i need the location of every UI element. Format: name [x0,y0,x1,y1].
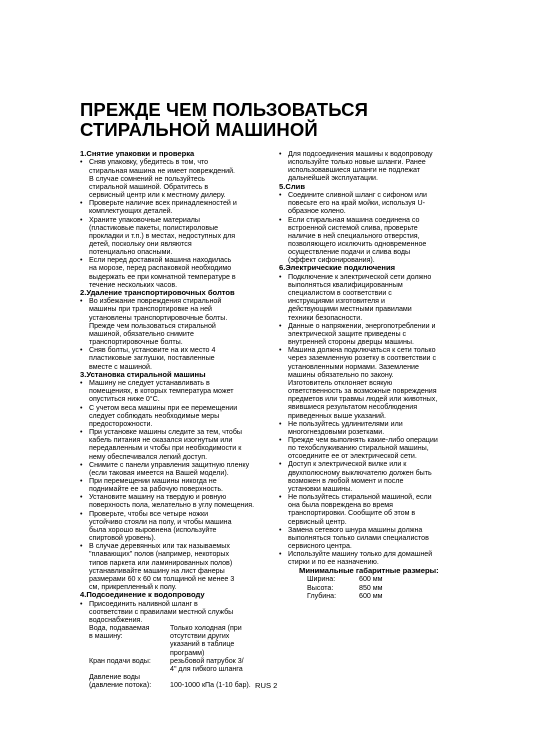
bullet-item-line: Прежде чем пользоваться стиральной [89,321,216,330]
spec-label-line: Вода, подаваемая [89,624,150,633]
bullet-item [80,477,270,493]
bullet-item-line: образное колено. [288,207,346,216]
bullet-icon: • [80,215,83,224]
bullet-item-line: "плавающих" полов (например, некоторых [89,550,229,559]
section-heading-text: Установка стиральной машины [86,369,206,379]
bullet-item-line: специалистом в соответствии с [288,289,392,298]
bullet-icon: • [80,158,83,167]
bullet-item-line: сервисный центр или к местному дилеру. [89,191,226,200]
bullet-item-line: стирки и по ее назначению. [288,558,379,567]
bullet-item-line: на морозе, перед распаковкой необходимо [89,264,232,273]
dimension-row [279,575,463,583]
bullet-item-line: Изготовитель отклоняет всякую [288,378,393,387]
bullet-item-line: кабель питания не оказался изогнутым или [89,436,233,445]
spec-value-line: указаний в таблице [170,640,235,649]
bullet-item [80,510,270,543]
section-heading-text: Электрические подключения [285,263,396,273]
left-column [80,150,270,689]
spec-label-line: в машину: [89,632,123,641]
spec-value-line: 100-1000 кПа (1-10 бар). [170,681,251,690]
right-column [279,150,463,600]
bullet-item-line: пластиковые заглушки, поставленные [89,354,215,363]
bullet-item-line: (эффект сифонирования). [288,256,375,265]
bullet-item-line: Используйте машину только для домашней [288,550,433,559]
bullet-item-line: вместе с машиной. [89,362,152,371]
bullet-item-line: транспортировки. Сообщите об этом в [288,509,416,518]
section-heading-text: Снятие упаковки и проверка [86,149,195,158]
bullet-item [80,461,270,477]
bullet-item-line: повесьте его на край мойки, используя U- [288,199,425,208]
bullet-item-line: Снимите с панели управления защитную пленку [89,460,250,469]
bullet-item-line: следует соблюдать необходимые меры [89,411,220,420]
section-number: 3. [80,369,87,379]
bullet-item-line: отсоедините ее от электрической сети. [288,452,417,461]
bullet-item-line: выполняться квалифицированным [288,281,403,289]
bullet-item-line: выдержать ее при комнатной температуре в [89,272,236,281]
bullet-item [279,322,463,346]
bullet-item-line: передавленным и чтобы при необходимости к [89,444,242,453]
bullet-item-line: опуститься ниже 0°С. [89,395,160,404]
bullet-item-line: установки машины. [288,484,353,493]
dimension-label: Высота: [307,583,334,592]
bullet-icon: • [279,525,282,534]
bullet-icon: • [279,493,282,502]
spec-value-line: отсутствии других [170,632,230,641]
bullet-item-line: см, прикрепленный к полу. [89,583,177,592]
section-heading [80,150,270,158]
bullet-item-line: сервисный центр. [288,517,347,526]
bullet-item-line: Для подсоединения машины к водопроводу [288,150,433,158]
bullet-icon: • [80,542,83,551]
bullet-item-line: предосторожности. [89,419,153,428]
bullet-item-line: течение нескольких часов. [89,280,178,289]
bullet-item [80,404,270,428]
bullet-item [279,493,463,526]
spec-label [89,657,170,673]
bullet-item-line: возможен в любой момент и после [288,476,404,485]
bullet-item-line: инструкциями изготовителя и [288,297,385,306]
bullet-item-line: установленными нормами. Заземление [288,362,419,371]
bullet-item [279,420,463,436]
bullet-icon: • [80,428,83,437]
bullet-item-line: размерами 60 x 60 см толщиной не менее 3 [89,574,235,583]
bullet-item [80,428,270,461]
bullet-item-line: Сняв болты, установите на их место 4 [89,346,216,355]
bullet-item-line: Машина должна подключаться к сети только [288,346,436,355]
bullet-item [80,542,270,591]
bullet-item-line: Замена сетевого шнура машины должна [288,525,423,534]
bullet-item-line: Во избежание повреждения стиральной [89,297,222,306]
spec-value-line [170,673,270,681]
section-heading-text: Подсоединение к водопроводу [86,590,205,600]
bullet-icon: • [80,599,83,608]
bullet-item [279,526,463,550]
bullet-icon: • [279,346,282,355]
bullet-item-line: осуществление подачи и слива воды [288,248,411,257]
bullet-item-line: Проверьте наличие всех принадлежностей и [89,199,237,208]
bullet-item [279,346,463,419]
bullet-item-line: многогнездовыми розетками. [288,427,385,436]
bullet-item-line: выполняться только силами специалистов [288,533,429,542]
bullet-item-line: При перемещении машины никогда не [89,477,217,485]
bullet-item [279,436,463,460]
bullet-item-line: Не пользуйтесь удлинителями или [288,419,403,428]
bullet-item-line: поверхность пола, желательно в углу помещения. [89,501,255,510]
bullet-item [279,191,463,215]
bullet-icon: • [279,272,282,281]
bullet-item [80,297,270,346]
bullet-item-line: предметов или травмы людей или животных, [288,395,438,404]
section-heading [80,289,270,297]
section-number: 5. [279,181,286,191]
spec-value-line: Только холодная (при [170,624,242,633]
bullet-item-line: (пластиковые пакеты, полистироловые [89,223,219,232]
bullet-item-line: Прежде чем выполнять какие-либо операции [288,435,438,444]
bullet-item-line: Данные о напряжении, энергопотреблении и [288,321,436,330]
bullet-item [279,273,463,322]
bullet-item-line: стиральной машиной. Обратитесь в [89,182,209,191]
spec-label-line: (давление потока): [89,681,152,690]
dimension-label: Ширина: [307,575,336,584]
bullet-item-line: С учетом веса машины при ее перемещении [89,403,238,412]
spec-value-line: 4" для гибкого шланга [170,664,243,673]
bullet-item-line: была хорошо выровнена (используйте [89,525,217,534]
bullet-item [80,199,270,215]
bullet-item-line: Храните упаковочные материалы [89,215,201,224]
section-heading [80,371,270,379]
bullet-item-line: помещениях, в которых температура может [89,387,234,396]
bullet-item [80,493,270,509]
bullet-icon: • [80,346,83,355]
bullet-item-line: внутренней стороны дверцы машины. [288,338,414,347]
bullet-item-line: ответственность за возможные повреждения [288,387,437,396]
bullet-icon: • [279,460,282,469]
section-heading [279,264,463,272]
bullet-item-line: устойчиво стояли на полу, и чтобы машина [89,517,232,526]
section-heading-text: Слив [285,181,305,191]
bullet-item-line: через заземленную розетку в соответствии с [288,354,437,363]
section-number: 1. [80,149,87,158]
dimension-value: 850 мм [359,583,383,592]
spec-value [170,657,270,673]
spec-label-line: Кран подачи воды: [89,656,151,665]
bullet-item-line: потенциально опасными. [89,248,173,257]
dimension-value: 600 мм [359,575,383,584]
spec-value-line: резьбовой патрубок 3/ [170,656,244,665]
bullet-item-line: При установке машины следите за тем, чтобы [89,428,243,437]
bullet-item-line: Проверьте, чтобы все четыре ножки [89,509,209,518]
bullet-item-line: поднимайте ее за рабочую поверхность. [89,485,223,494]
spec-row [80,624,270,657]
bullet-item [80,346,270,370]
bullet-icon: • [80,403,83,412]
bullet-icon: • [80,477,83,485]
bullet-item [80,256,270,289]
bullet-item [80,600,270,624]
bullet-item-line: машины при транспортировке на ней [89,305,212,314]
section-number: 2. [80,287,87,297]
spec-label-line: Давление воды [89,673,140,681]
bullet-item-line: нему обеспечивался легкий доступ. [89,452,208,461]
bullet-item-line: спиртовой уровень). [89,534,156,543]
dimensions-heading: Минимальные габаритные размеры: [299,566,439,576]
bullet-icon: • [80,297,83,306]
bullet-item [279,150,463,183]
bullet-item-line: наличие в ней специального отверстия, [288,231,420,240]
bullet-icon: • [279,419,282,428]
bullet-item-line: В случае сомнений не пользуйтесь [89,174,205,183]
page-title-line-1: ПРЕЖДЕ ЧЕМ ПОЛЬЗОВАТЬСЯ [80,99,368,120]
bullet-item-line: транспортировочные болты. [89,338,183,347]
bullet-item-line: использовавшиеся шланги не подлежат [288,166,421,175]
spec-row [80,657,270,673]
bullet-item-line: явившиеся результатом несоблюдения [288,403,418,412]
section-heading [80,591,270,599]
bullet-item-line: действующими местными правилами [288,305,412,314]
bullet-icon: • [279,321,282,330]
bullet-item-line: установлены транспортировочные болты. [89,313,228,322]
bullet-item-line: Подключение к электрической сети должно [288,272,432,281]
bullet-item-line: прокладки и т.п.) в местах, недоступных для [89,231,236,240]
bullet-icon: • [279,435,282,444]
spec-value-line: программ) [170,648,205,657]
bullet-item-line: позволяющего исключить одновременное [288,239,427,248]
bullet-item-line: Если перед доставкой машина находилась [89,256,232,265]
bullet-item [80,216,270,257]
section-number: 6. [279,263,286,273]
section-number: 4. [80,590,87,600]
spec-label [89,624,170,657]
bullet-item [80,379,270,403]
bullet-item-line: устанавливайте машину на лист фанеры [89,566,225,575]
bullet-item-line: Машину не следует устанавливать в [89,379,210,388]
bullet-icon: • [279,150,282,158]
bullet-item-line: соответствии с правилами местной службы [89,607,234,616]
bullet-item [80,158,270,199]
dimension-row [279,584,463,592]
bullet-item-line: она была повреждена во время [288,501,394,510]
bullet-icon: • [80,256,83,265]
bullet-item-line: машиной, обязательно снимите [89,329,194,338]
bullet-item-line: по техобслуживанию стиральной машины, [288,444,429,453]
dimension-value: 600 мм [359,591,383,600]
bullet-item-line: (если таковая имеется на Вашей модели). [89,468,229,477]
bullet-item-line: дальнейшей эксплуатации. [288,174,378,183]
bullet-item-line: Если стиральная машина соединена со [288,215,420,224]
spec-value [170,624,270,657]
bullet-item [279,550,463,566]
bullet-icon: • [279,191,282,200]
bullet-icon: • [279,550,282,559]
bullet-item-line: электрической защите приведены с [288,329,407,338]
spec-label [89,673,170,689]
bullet-item-line: встроенной системой слива, проверьте [288,223,418,232]
page-title [80,100,480,140]
bullet-item-line: Сняв упаковку, убедитесь в том, что [89,158,209,167]
bullet-item-line: Установите машину на твердую и ровную [89,493,227,502]
bullet-item-line: водоснабжения. [89,615,143,624]
bullet-item-line: Доступ к электрической вилке или к [288,460,407,469]
bullet-icon: • [80,199,83,208]
dimension-row [279,592,463,600]
page-number: RUS 2 [255,681,278,690]
bullet-item [279,216,463,265]
bullet-item-line: машины обязательно по закону. [288,370,394,379]
bullet-item-line: Присоединить наливной шланг в [89,599,198,608]
section-heading-text: Удаление транспортировочных болтов [86,287,235,297]
page-title-line-2: СТИРАЛЬНОЙ МАШИНОЙ [80,119,318,140]
bullet-icon: • [80,509,83,518]
bullet-item-line: используйте только новые шланги. Ранее [288,158,426,167]
bullet-icon: • [279,215,282,224]
bullet-item-line: сервисного центра. [288,542,352,550]
bullet-item-line: двухполюсному выключателю должен быть [288,468,432,477]
spec-row [80,673,270,689]
bullet-item-line: детей, поскольку они являются [89,239,192,248]
bullet-item-line: приведенных выше указаний. [288,411,386,420]
bullet-item-line: комплектующих деталей. [89,207,173,216]
bullet-icon: • [80,493,83,502]
bullet-icon: • [80,460,83,469]
bullet-item-line: Соедините сливной шланг с сифоном или [288,191,427,200]
bullet-item-line: типов паркета или ламинированных полов) [89,558,233,567]
dimension-label: Глубина: [307,591,337,600]
bullet-item-line: стиральная машина не имеет повреждений. [89,166,236,175]
bullet-icon: • [80,379,83,388]
bullet-item-line: В случае деревянных или так называемых [89,542,230,551]
section-heading [279,183,463,191]
bullet-item [279,460,463,493]
bullet-item-line: техники безопасности. [288,313,363,322]
bullet-item-line: Не пользуйтесь стиральной машиной, если [288,493,432,502]
